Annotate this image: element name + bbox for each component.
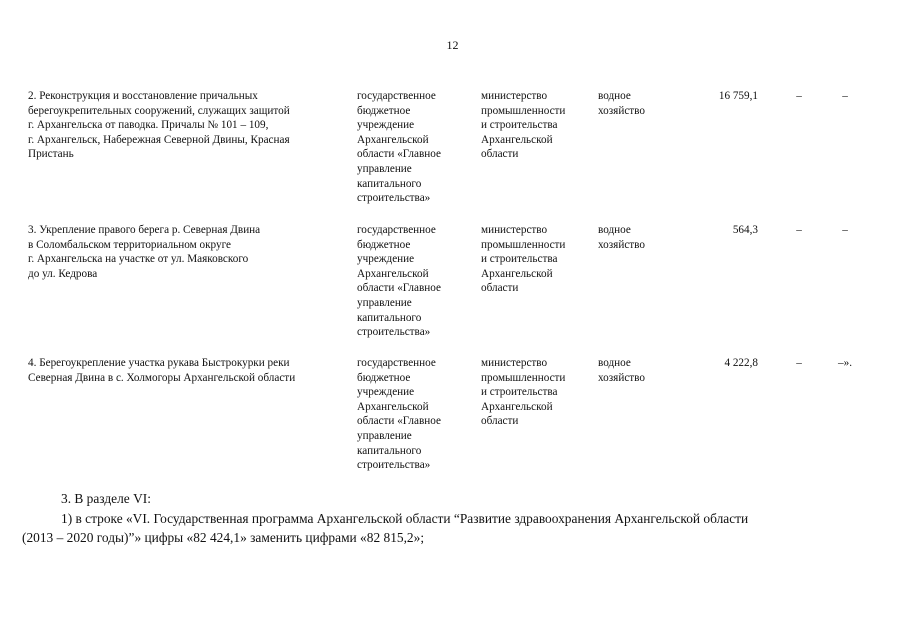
row-type: водное хозяйство [598, 90, 645, 117]
row-executor: государственное бюджетное учреждение Архангельской области «Главное управление капитального строительства» [357, 90, 441, 205]
row-type: водное хозяйство [598, 224, 645, 251]
amendment-line-2: (2013 – 2020 годы)”» цифры «82 424,1» заменить цифрами «82 815,2»; [22, 530, 425, 545]
row-dash-2: –». [838, 357, 852, 369]
row-dash-1: – [796, 90, 802, 102]
row-description: 2. Реконструкция и восстановление причальных берегоукрепительных сооружений, служащих защитой г. Архангельска от паводка. Причалы № 101 – 109, г. Архангельск, Набережная Северной Двины, Красная Пристань [28, 90, 290, 161]
row-amount: 16 759,1 [718, 90, 758, 102]
page-number: 12 [446, 38, 459, 52]
row-amount: 4 222,8 [724, 357, 758, 369]
row-executor: государственное бюджетное учреждение Архангельской области «Главное управление капитального строительства» [357, 224, 441, 339]
row-amount: 564,3 [732, 224, 758, 236]
row-description: 4. Берегоукрепление участка рукава Быстрокурки реки Северная Двина в с. Холмогоры Архангельской области [28, 357, 296, 384]
section-heading: 3. В разделе VI: [61, 491, 151, 506]
row-responsible: министерство промышленности и строительства Архангельской области [481, 90, 566, 161]
row-responsible: министерство промышленности и строительства Архангельской области [481, 357, 566, 428]
row-type: водное хозяйство [598, 357, 645, 384]
row-description: 3. Укрепление правого берега р. Северная Двина в Соломбальском территориальном округе г. Архангельска на участке от ул. Маяковского до ул. Кедрова [28, 224, 261, 280]
row-executor: государственное бюджетное учреждение Архангельской области «Главное управление капитального строительства» [357, 357, 441, 472]
row-dash-2: – [842, 224, 848, 236]
row-responsible: министерство промышленности и строительства Архангельской области [481, 224, 566, 295]
amendment-line-1: 1) в строке «VI. Государственная программа Архангельской области “Развитие здравоохранения Архангельской области [61, 511, 749, 526]
row-dash-1: – [796, 224, 802, 236]
row-dash-1: – [796, 357, 802, 369]
row-dash-2: – [842, 90, 848, 102]
